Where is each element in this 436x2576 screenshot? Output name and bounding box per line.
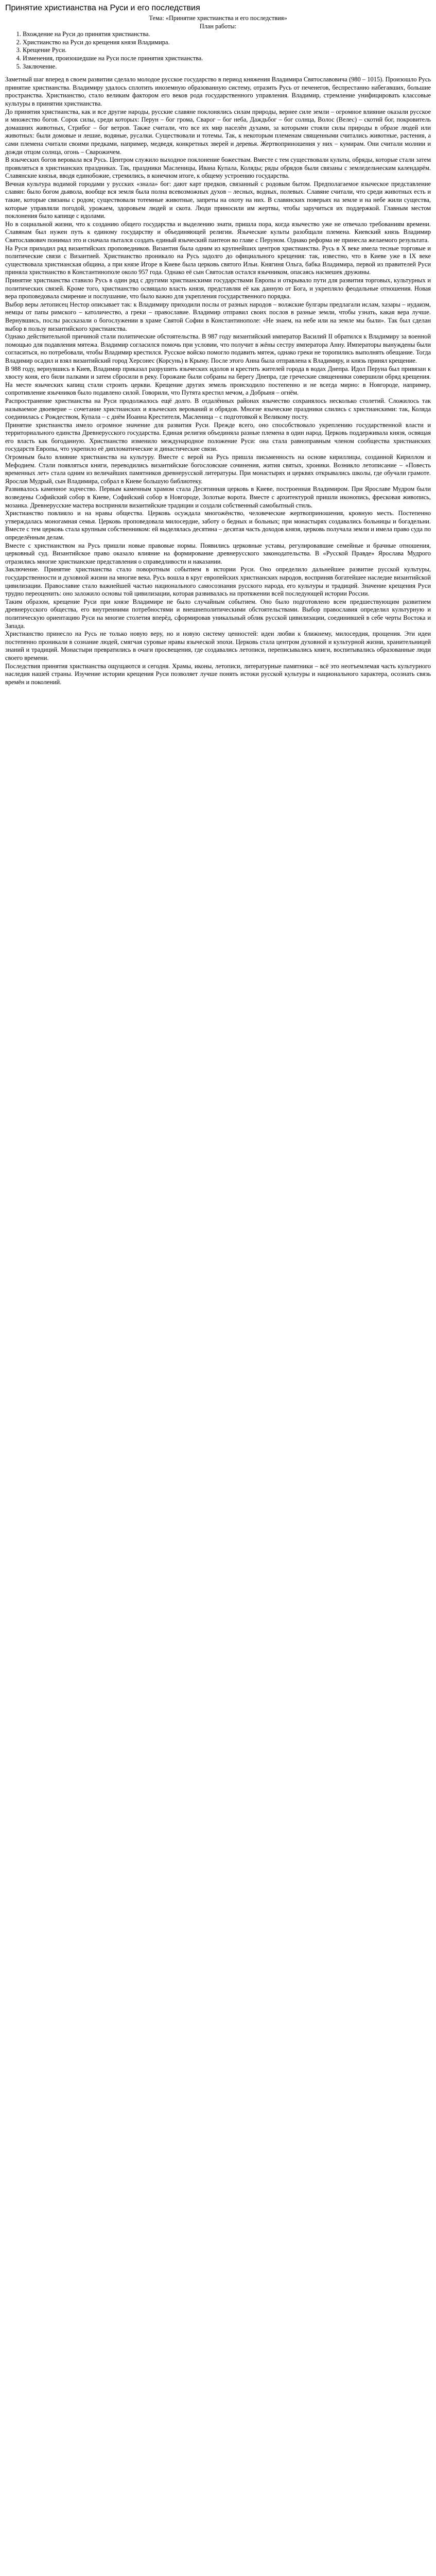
- plan-item: 1. Вхождение на Руси до принятия христианства.: [23, 30, 431, 39]
- paragraph: Христианство принесло на Русь не только новую веру, но и новую систему ценностей: идеи любви к ближнему, милосердия, прощения. Эти идеи постепенно проникали в сознание людей, смягчая суровые нравы языческой эпохи. Церковь стала центром духовной и культурной жизни, хранительницей знаний и традиций. Монастыри превратились в очаги просвещения, где создавались летописи, переписывались книги, воспитывались образованные люди своего времени.: [5, 630, 431, 662]
- paragraph: До принятия христианства, как и все другие народы, русские славяне поклонялись силам природы, вернее силе земли – огромное влияние оказали русское и множество богов. Сорок силы, среди которых: Перун – бог грома, Сварог – бог неба, Даждьбог – бог солнца, Волос (Велес) – скотий бог, покровитель домашних животных, Стрибог – бог ветров. Также считали, что все их мир населён духами, за которыми стояли силы природы в образе людей или животных: были домовые и лешие, водяные, русалки. Существовали и тотемы. Так, к некоторым племенам священными считались животные, растения, а сами племена считали своими предками, например, медведя, конкретных зверей и деревья. Жертвоприношения у них – кумирам. Они считали молнии и дожди отцом солнца, огонь – Сварожичем.: [5, 108, 431, 156]
- paragraph: Огромным было влияние христианства на культуру. Вместе с верой на Русь пришла письменность на основе кириллицы, созданной Кириллом и Мефодием. Стали появляться книги, переводились византийские богословские сочинения, жития святых, хроники. Возникло летописание – «Повесть временных лет» стала одним из величайших памятников древнерусской литературы. При монастырях и церквях открывались школы, где обучали грамоте. Ярослав Мудрый, сын Владимира, собрал в Киеве большую библиотеку.: [5, 453, 431, 485]
- paragraph: В языческих богов веровала вся Русь. Центром служило выходное поклонение божествам. Вместе с тем существовали культы, обряды, которые стали затем проявляться в христианских праздниках. Так, праздники Масленицы, Ивана Купала, Коляды; ряды обрядов были связаны с земледельческим календарём. Славянские князья, вводя единобожие, стремились, в конечном итоге, к общему устроению государства.: [5, 156, 431, 180]
- paragraph: Принятие христианства имело огромное значение для развития Руси. Прежде всего, оно способствовало укреплению государственной власти и территориального единства Древнерусского государства. Единая религия объединяла разные племена в один народ. Церковь поддерживала князя, освящая его власть как богоданную. Христианство изменило международное положение Руси: она стала равноправным членом сообщества христианских государств Европы, что укрепило её дипломатические и династические связи.: [5, 421, 431, 453]
- plan-item: 3. Крещение Руси.: [23, 46, 431, 55]
- plan-heading: План работы:: [199, 22, 237, 30]
- plan-item: 2. Христианство на Руси до крещения князя Владимира.: [23, 39, 431, 47]
- paragraph: На Руси приходил ряд византийских проповедников. Византия была одним из крупнейших центров христианства. Русь в X веке имела тесные торговые и политические связи с Византией. Христианство проникало на Русь задолго до официального крещения: так, известно, что в Киеве уже в IX веке существовала христианская община, а при князе Игоре в Киеве была церковь святого Ильи. Княгиня Ольга, бабка Владимира, первой из правителей Руси приняла христианство в Константинополе около 957 года. Однако её сын Святослав остался язычником, опасаясь насмешек дружины.: [5, 244, 431, 276]
- paragraph: Распространение христианства на Руси продолжалось ещё долго. В отдалённых районах язычество сохранялось несколько столетий. Сложилось так называемое двоеверие – сочетание христианских и языческих верований и обрядов. Многие языческие праздники слились с христианскими: так, Коляда соединилась с Рождеством, Купала – с днём Иоанна Крестителя, Масленица – с подготовкой к Великому посту.: [5, 397, 431, 421]
- paragraph: Христианство повлияло и на нравы общества. Церковь осуждала многожёнство, человеческие жертвоприношения, кровную месть. Постепенно утверждалась моногамная семья. Церковь проповедовала милосердие, заботу о бедных и больных; при монастырях создавались больницы и богадельни. Вместе с тем церковь стала крупным собственником: ей выделялась десятина – десятая часть доходов князя, церковь получала земли и имела право суда по определённым делам.: [5, 510, 431, 541]
- plan-item: 4. Изменения, произошедшие на Руси после принятия христианства.: [23, 55, 431, 63]
- paragraph: Вечная культура водимой городами у русских «знала» бог: дают карт предков, связанный с родовым бытом. Предполагаемое языческое представление славян: было богом дьявола, вообще вся земля была полна всевозможных духов – лесных, водных, полевых. Славяне считали, что среди животных есть и такие, которые связаны с родом; существовали тотемные животные, запреты на охоту на них. В славянских поверьях на земле и на небе жили существа, которые управляли погодой, урожаем, здоровьем людей и скота. Люди приносили им жертвы, чтобы заручиться их поддержкой. Главным местом поклонения было капище с идолами.: [5, 180, 431, 220]
- paragraph: Однако действительной причиной стали политические обстоятельства. В 987 году византийский император Василий II обратился к Владимиру за военной помощью для подавления мятежа. Владимир согласился помочь при условии, что получит в жёны сестру императора Анну. Императоры вынуждены были согласиться, но потребовали, чтобы Владимир крестился. Русское войско помогло подавить мятеж, однако греки не торопились выполнять обещание. Тогда Владимир осадил и взял византийский город Херсонес (Корсунь) в Крыму. После этого Анна была отправлена к Владимиру, и князь принял крещение.: [5, 333, 431, 364]
- topic-line: Тема: «Принятие христианства и его последствия»: [149, 14, 287, 22]
- plan-list: [5, 30, 431, 71]
- plan-item: 5. Заключение.: [23, 63, 431, 71]
- paragraph: Развивалось каменное зодчество. Первым каменным храмом стала Десятинная церковь в Киеве, построенная Владимиром. При Ярославе Мудром были возведены Софийский собор в Киеве, Софийский собор в Новгороде, Золотые ворота. Вместе с архитектурой пришли иконопись, фресковая живопись, мозаика. Древнерусские мастера восприняли византийские традиции и создали собственный самобытный стиль.: [5, 485, 431, 509]
- paragraph: Выбор веры летописец Нестор описывает так: к Владимиру приходили послы от разных народов – волжские булгары предлагали ислам, хазары – иудаизм, немцы от папы римского – католичество, а греки – православие. Владимир отправил своих послов в разные земли, чтобы узнать, какая вера лучше. Вернувшись, послы рассказали о богослужении в храме Святой Софии в Константинополе: «Не знаем, на небе или на земле мы были». Так был сделан выбор в пользу византийского христианства.: [5, 300, 431, 332]
- document-page: [0, 0, 436, 691]
- paragraph: Вместе с христианством на Русь пришли новые правовые нормы. Появились церковные уставы, регулировавшие семейные и брачные отношения, церковный суд. Византийское право оказало влияние на формирование древнерусского законодательства. В «Русской Правде» Ярослава Мудрого отразились многие христианские представления о справедливости и наказании.: [5, 541, 431, 565]
- page-title: Принятие христианства на Руси и его последствия: [5, 4, 200, 12]
- paragraph: Но в социальной жизни, что к созданию общего государства и выделению знати, пришла пора, когда язычество уже не отвечало требованиям времени. Славянам был нужен путь к единому государству и объединяющей религии. Языческие культы разобщали племена. Киевский князь Владимир Святославович понимал это и сначала пытался создать единый языческий пантеон во главе с Перуном. Однако реформа не принесла желаемого результата.: [5, 220, 431, 244]
- paragraph: Заметный шаг вперед в своем развитии сделало молодое русское государство в период княжения Владимира Святославовича (980 – 1015). Произошло Русь принятие христианства. Владимиру удалось сплотить иноземную образованную систему, отразить Русь от печенегов, беспрестанно набегавших, большие пространства. Христианство, стало великим фактором его веков рода государственного управления. Владимир, стремление унифицировать классовые культуры в принятии христианства.: [5, 76, 431, 107]
- paragraph: Принятие христианства ставило Русь в один ряд с другими христианскими государствами Европы и открывало пути для развития торговых, культурных и политических связей. Кроме того, христианство освящало власть князя, представляя её как данную от Бога, и укрепляло феодальные отношения. Новая вера проповедовала смирение и послушание, что было важно для укрепления государственного порядка.: [5, 277, 431, 300]
- paragraph: В 988 году, вернувшись в Киев, Владимир приказал разрушить языческих идолов и крестить жителей города в водах Днепра. Идол Перуна был привязан к хвосту коня, его били палками и затем сбросили в реку. Горожане были собраны на берегу Днепра, где греческие священники совершили обряд крещения. На месте языческих капищ стали строить церкви. Крещение других земель происходило постепенно и не всегда мирно: в Новгороде, например, сопротивление язычников было подавлено силой. Говорили, что Путята крестил мечом, а Добрыня – огнём.: [5, 365, 431, 397]
- body-text: [5, 76, 431, 686]
- paragraph: Последствия принятия христианства ощущаются и сегодня. Храмы, иконы, летописи, литературные памятники – всё это неотъемлемая часть культурного наследия нашей страны. Изучение истории крещения Руси позволяет лучше понять истоки русской культуры и национального характера, осознать связь времён и поколений.: [5, 662, 431, 686]
- paragraph: Таким образом, крещение Руси при князе Владимире не было случайным событием. Оно было подготовлено всем предшествующим развитием древнерусского общества, его внутренними потребностями и внешнеполитическими обстоятельствами. Выбор православия определил культурную и политическую ориентацию Руси на многие столетия вперёд, сформировав уникальный облик русской цивилизации, соединившей в себе черты Востока и Запада.: [5, 598, 431, 630]
- paragraph: Заключение. Принятие христианства стало поворотным событием в истории Руси. Оно определило дальнейшее развитие русской культуры, государственности и духовной жизни на многие века. Русь вошла в круг европейских христианских народов, восприняв богатейшее наследие византийской цивилизации. Православие стало важнейшей частью национального самосознания русского народа, его культуры и традиций. Значение крещения Руси трудно переоценить: оно заложило основы той цивилизации, которая развивалась на протяжении всей последующей истории России.: [5, 566, 431, 598]
